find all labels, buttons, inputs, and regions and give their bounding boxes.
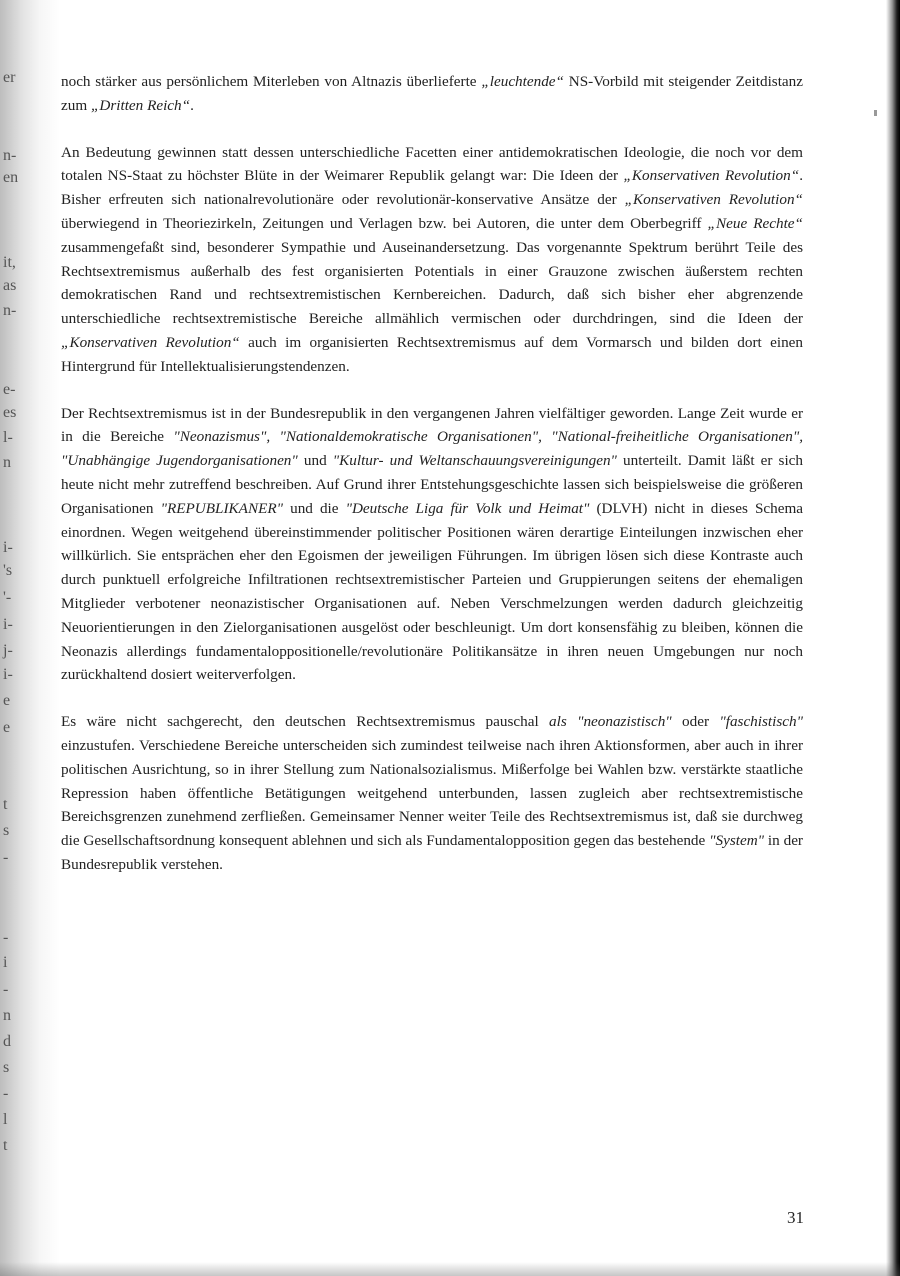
text-run xyxy=(542,428,551,445)
emphasis: "Kultur- und Weltanschauungsvereinigungen" xyxy=(332,452,617,470)
page-number: 31 xyxy=(787,1208,804,1227)
margin-fragment: t xyxy=(3,1137,8,1154)
margin-fragment: es xyxy=(3,404,17,421)
scan-speck xyxy=(874,110,877,116)
text-run: überwiegend in Theoriezirkeln, Zeitungen und Verlagen bzw. bei Autoren, die unter dem Oberbegriff xyxy=(61,214,708,232)
margin-fragment: e xyxy=(3,692,11,709)
margin-fragment: '- xyxy=(3,589,12,606)
emphasis: „leuchtende“ xyxy=(481,73,564,90)
emphasis: "faschistisch" xyxy=(719,713,803,731)
margin-fragment: en xyxy=(3,169,19,186)
margin-fragment: t xyxy=(3,796,8,813)
text-run: einzustufen. Verschiedene Bereiche unterscheiden sich zumindest teilweise nach ihren Aktionsformen, aber auch in ihrer politischen Ausrichtung, so in ihrer Stellung zum Nationalsozialismus. Mißerfolge bei Wahlen bzw. verstärkte staatliche Repression haben öffentliche Betätigungen weitgehend unterbunden, lassen zugleich aber rechtsextremistische Bereichsgrenzen zunehmend zerfließen. Gemeinsamer Nenner weiter Teile des Rechtsextremismus ist, daß sie durchweg die Gesellschaftsordnung konsequent ablehnen und sich als Fundamentalopposition gegen das bestehende xyxy=(61,736,803,850)
text-run: zusammengefaßt sind, besonderer Sympathie und Auseinandersetzung. Das vorgenannte Spektrum berührt Teile des Rechtsextremismus außerhalb des fest organisierten Potentials in einer Grauzone zwischen äußerstem rechten demokratischen Rand und rechtsextremistischen Kernbereichen. Dadurch, daß sich bisher eher abgrenzende unterschiedliche rechtsextremistische Bereiche allmählich vermischen oder durchdringen, sind die Ideen der xyxy=(61,238,803,328)
paragraph-1 xyxy=(61,70,803,118)
paragraph-2 xyxy=(61,141,803,379)
emphasis: als "neonazistisch" xyxy=(549,713,672,731)
margin-fragment: - xyxy=(3,981,9,998)
margin-fragment: d xyxy=(3,1033,11,1050)
margin-fragment: it, xyxy=(3,254,16,271)
emphasis: „Konservativen Revolution“ xyxy=(624,191,803,209)
text-run: An Bedeutung gewinnen statt dessen unterschiedliche Facetten einer antidemokratischen Ideologie, die noch vor dem totalen NS-Staat zu höchster Blüte in der Weimarer Republik gelangt war: Die Ideen der xyxy=(61,143,803,185)
margin-fragment: e- xyxy=(3,381,16,398)
emphasis: "National-freiheitliche Organisationen", "Unabhängige Jugendorganisationen" xyxy=(61,428,803,470)
margin-fragment: n- xyxy=(3,147,17,164)
text-run: Es wäre nicht sachgerecht, den deutschen Rechtsextremismus pauschal xyxy=(61,713,549,731)
text-run: . xyxy=(190,96,194,114)
margin-fragment: n xyxy=(3,454,11,471)
emphasis: „Dritten Reich“ xyxy=(90,96,191,114)
emphasis: „Neue Rechte“ xyxy=(707,214,803,232)
text-run: auch im organisierten Rechtsextremismus auf dem Vormarsch und bilden dort einen Hintergrund für Intellektualisierungstendenzen. xyxy=(61,333,803,375)
margin-fragment: as xyxy=(3,277,17,294)
text-run: . Bisher erfreuten sich nationalrevolutionäre oder revolutionär-konservative Ansätze der xyxy=(61,167,803,209)
paragraph-4 xyxy=(61,710,803,877)
emphasis: "Deutsche Liga für Volk und Heimat" xyxy=(345,499,590,517)
margin-fragment: er xyxy=(3,69,16,86)
emphasis: „Konservativen Revolution“ xyxy=(623,167,800,185)
margin-fragment: s xyxy=(3,1059,10,1076)
emphasis: „Konservativen Revolution“ xyxy=(61,333,240,351)
margin-fragment: e xyxy=(3,719,11,736)
paragraph-3 xyxy=(61,402,803,688)
text-run: und xyxy=(297,452,333,470)
margin-fragment: i- xyxy=(3,539,13,556)
margin-fragment: i- xyxy=(3,616,13,633)
margin-fragment: i- xyxy=(3,666,13,683)
text-run: (DLVH) nicht in dieses Schema einordnen. Wegen weitgehend übereinstimmender politischer Positionen wären derartige Einteilungen inzwischen eher willkürlich. Sie entsprächen eher den Egoismen der jeweiligen Führungen. Im übrigen lösen sich diese Kontraste auch durch punktuell erfolgreiche Infiltrationen rechtsextremistischer Parteien und Gruppierungen seitens der ehemaligen Mitglieder verbotener neonazistischer Organisationen auf. Neben Verschmelzungen werden dadurch gleichzeitig Neuorientierungen in den Zielorganisationen ausgelöst oder beschleunigt. Um dort konsensfähig zu bleiben, können die Neonazis allerdings fundamentaloppositionelle/revolutionäre Politikansätze in ihren neuen Umgebungen nur noch zurückhaltend dosiert weiterverfolgen. xyxy=(61,499,804,684)
text-run: Der Rechtsextremismus ist in der Bundesrepublik in den vergangenen Jahren vielfältiger geworden. Lange Zeit wurde er in die Bereiche xyxy=(61,404,803,446)
margin-fragment: l xyxy=(3,1111,8,1128)
scan-shadow-right xyxy=(886,0,900,1276)
margin-fragment: n xyxy=(3,1007,11,1024)
margin-fragment: l- xyxy=(3,429,13,446)
text-run: noch stärker aus persönlichem Miterleben von Altnazis überlieferte xyxy=(61,73,482,90)
text-run: in der Bundesrepublik verstehen. xyxy=(61,832,803,873)
emphasis: "Neonazismus", "Nationaldemokratische Organisationen", xyxy=(173,428,542,446)
margin-fragment: - xyxy=(3,929,9,946)
margin-fragment: i xyxy=(3,954,8,971)
text-run: unterteilt. Damit läßt er sich heute nicht mehr zutreffend beschreiben. Auf Grund ihrer Entstehungsgeschichte lassen sich beispielsweise die größeren Organisationen xyxy=(61,452,804,517)
margin-fragment: - xyxy=(3,1085,9,1102)
margin-fragment: 's xyxy=(3,562,13,579)
scan-shadow-bottom xyxy=(0,1262,900,1276)
text-run: oder xyxy=(671,713,720,731)
page-body xyxy=(61,70,803,900)
emphasis: "System" xyxy=(709,832,765,850)
previous-page-margin-fragments xyxy=(3,0,37,1276)
text-run: NS-Vorbild mit steigender Zeitdistanz zum xyxy=(61,73,803,114)
margin-fragment: n- xyxy=(3,302,17,319)
emphasis: "REPUBLIKANER" xyxy=(160,499,284,517)
margin-fragment: j- xyxy=(3,642,13,659)
text-run: und die xyxy=(283,499,346,517)
margin-fragment: s xyxy=(3,822,10,839)
margin-fragment: - xyxy=(3,849,9,866)
